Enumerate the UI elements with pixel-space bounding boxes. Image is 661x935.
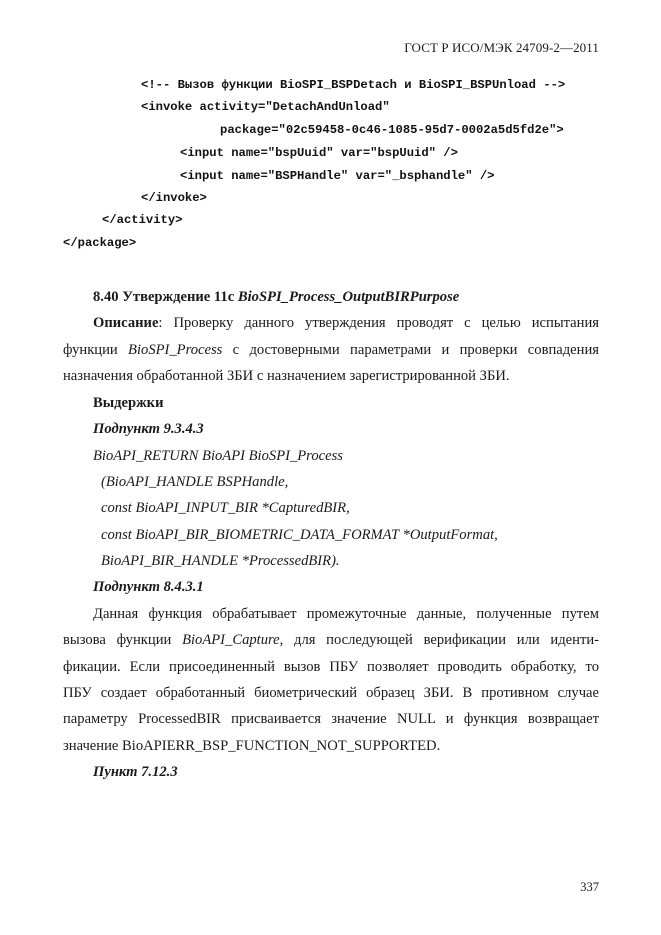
section-number-title: 8.40 Утверждение 11с: [93, 289, 235, 305]
description-line-1: Описание: Проверку данного утверждения проводят с целью испытания: [93, 315, 599, 331]
code-package-close: </package>: [63, 236, 137, 250]
body-line-4: ПБУ создает обработанный биометрический образец ЗБИ. В противном случае: [63, 685, 599, 701]
running-header: ГОСТ Р ИСО/МЭК 24709-2—2011: [404, 40, 599, 55]
function-name: BioAPI_Capture: [182, 632, 280, 648]
signature-line-5: BioAPI_BIR_HANDLE *ProcessedBIR).: [101, 553, 340, 569]
code-invoke-open: <invoke activity="DetachAndUnload": [141, 100, 390, 114]
subclause-heading-1: Подпункт 9.3.4.3: [93, 421, 204, 437]
page-number: 337: [580, 880, 599, 894]
body-line-2: вызова функции BioAPI_Capture, для последующей верификации или иденти-: [63, 632, 599, 648]
function-name: BioSPI_Process: [128, 342, 223, 358]
section-title-function: BioSPI_Process_OutputBIRPurpose: [237, 289, 460, 305]
signature-line-3: const BioAPI_INPUT_BIR *CapturedBIR,: [101, 500, 350, 516]
body-line-6: значение BioAPIERR_BSP_FUNCTION_NOT_SUPPORTED.: [63, 738, 441, 754]
body-line-5: параметру ProcessedBIR присваивается значение NULL и функция возвращает: [63, 711, 599, 727]
code-input-bsphandle: <input name="BSPHandle" var="_bsphandle" />: [180, 169, 495, 183]
subclause-heading-2: Подпункт 8.4.3.1: [93, 579, 204, 595]
signature-line-1: BioAPI_RETURN BioAPI BioSPI_Process: [93, 448, 343, 464]
signature-line-2: (BioAPI_HANDLE BSPHandle,: [101, 474, 289, 490]
description-line-2: функции BioSPI_Process с достоверными параметрами и проверки совпадения: [63, 342, 599, 358]
body-line-1: Данная функция обрабатывает промежуточные данные, полученные путем: [93, 606, 599, 622]
code-activity-close: </activity>: [102, 213, 183, 227]
excerpts-heading: Выдержки: [93, 395, 164, 411]
code-comment-line: <!-- Вызов функции BioSPI_BSPDetach и BioSPI_BSPUnload -->: [141, 78, 566, 92]
body-line-3: фикации. Если присоединенный вызов ПБУ позволяет проводить обработку, то: [63, 659, 599, 675]
description-line-3: назначения обработанной ЗБИ с назначением зарегистрированной ЗБИ.: [63, 368, 510, 384]
code-input-bspuuid: <input name="bspUuid" var="bspUuid" />: [180, 146, 458, 160]
code-invoke-close: </invoke>: [141, 191, 207, 205]
code-package-attr: package="02c59458-0c46-1085-95d7-0002a5d5fd2e">: [220, 123, 564, 137]
description-label: Описание: [93, 315, 159, 331]
clause-heading: Пункт 7.12.3: [93, 764, 178, 780]
section-heading: [93, 287, 459, 307]
signature-line-4: const BioAPI_BIR_BIOMETRIC_DATA_FORMAT *OutputFormat,: [101, 527, 498, 543]
